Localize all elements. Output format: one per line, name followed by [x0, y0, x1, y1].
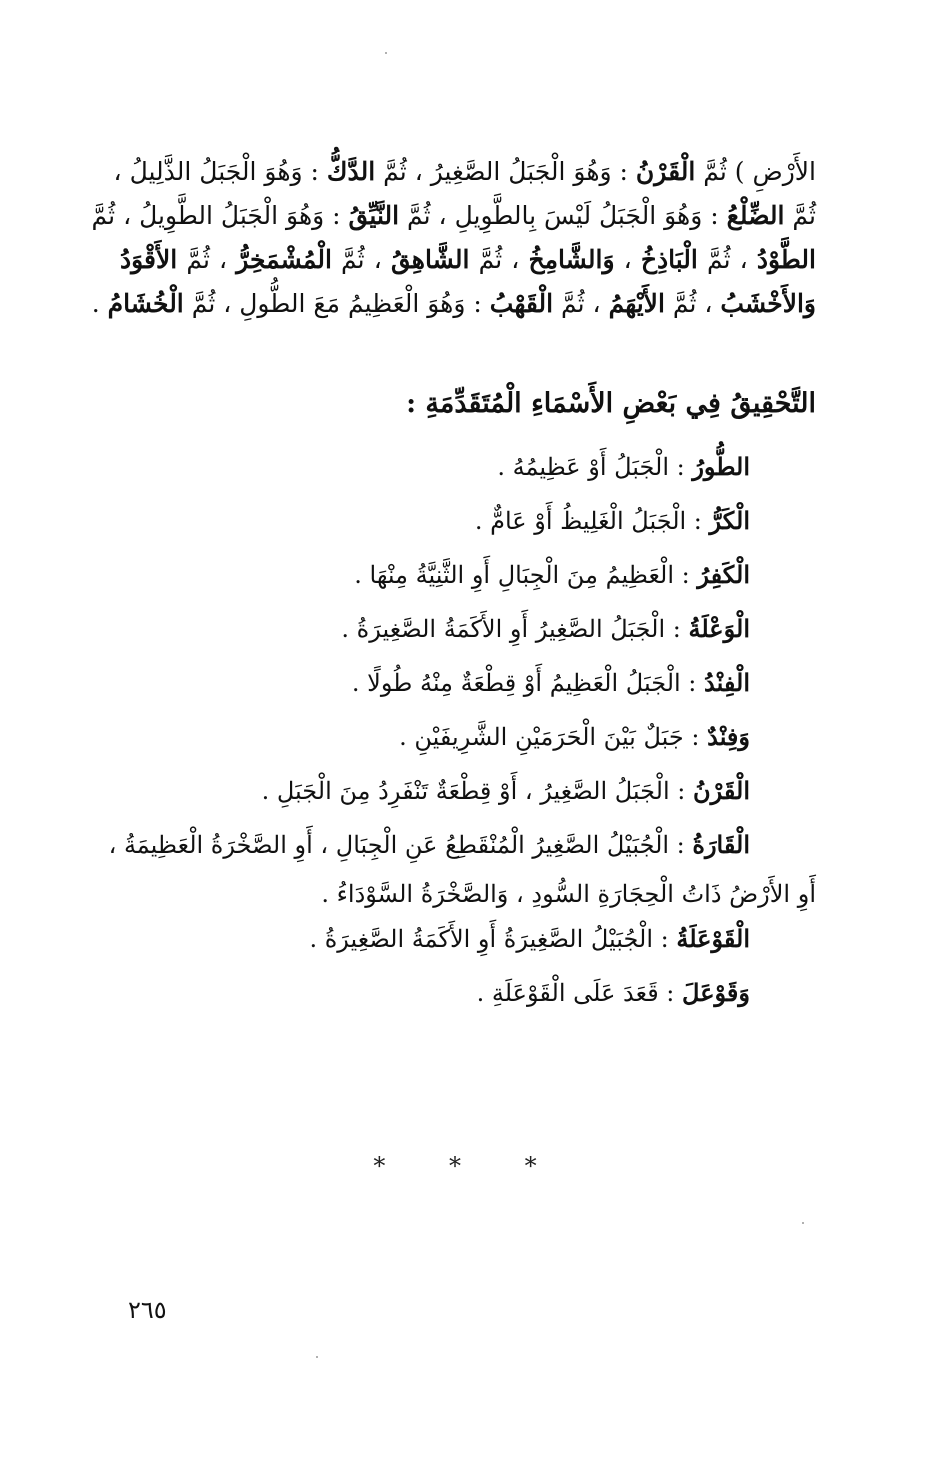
entry — [110, 494, 750, 548]
section-separator: * * * — [373, 1152, 565, 1180]
wrapped-entry — [108, 818, 816, 916]
intro-line — [113, 150, 816, 194]
entry-term: الْقَارَةُ — [692, 830, 750, 859]
tail-entries-list — [110, 912, 750, 1020]
entry-definition: : الْجَبَلُ الْعَظِيمُ أَوْ قِطْعَةٌ مِنْهُ طُولًا . — [351, 669, 705, 697]
intro-term: الْخُشَامُ — [107, 289, 184, 318]
entry-term: الْقَوْعَلَةُ — [676, 924, 750, 953]
intro-paragraph — [91, 150, 816, 326]
intro-line — [91, 194, 816, 238]
entry-term: الطُّورُ — [692, 452, 750, 481]
intro-text: ، — [614, 245, 641, 274]
intro-text: ، ثُمَّ — [553, 289, 609, 318]
intro-term: الطَّوْدُ — [756, 245, 816, 274]
entry — [110, 912, 750, 966]
intro-text: ثُمَّ — [784, 201, 816, 230]
intro-text: : وَهُوَ الْجَبَلُ الطَّوِيلُ ، ثُمَّ — [91, 201, 349, 230]
wrapped-entry-line: أَوِ الأَرْضُ ذَاتُ الْحِجَارَةِ السُّودِ ، وَالصَّخْرَةُ السَّوْدَاءُ . — [321, 880, 816, 908]
intro-line — [120, 238, 816, 282]
intro-text: : وَهُوَ الْجَبَلُ الذَّلِيلُ ، — [113, 157, 327, 186]
intro-text: ، ثُمَّ — [469, 245, 529, 274]
intro-term: وَالشَّامِخُ — [528, 245, 615, 274]
entry-term: الْقَرْنُ — [693, 776, 750, 805]
intro-term: الْقَرْنُ — [635, 157, 696, 186]
intro-term: الْقَهْبُ — [489, 289, 554, 318]
intro-text: الأَرْضِ ) ثُمَّ — [695, 157, 816, 186]
intro-term: الْبَاذِخُ — [640, 245, 698, 274]
intro-text: . — [91, 289, 108, 318]
page-number: ٢٦٥ — [128, 1296, 167, 1324]
intro-term: الْمُشْمَخِرُّ — [236, 245, 332, 274]
entry — [110, 656, 750, 710]
intro-text: ، ثُمَّ — [331, 245, 391, 274]
entry-term: وَقَوْعَلَ — [682, 978, 750, 1007]
intro-text: ، ثُمَّ — [177, 245, 237, 274]
entry-term: الْفِنْدُ — [704, 668, 750, 697]
intro-text: ، ثُمَّ — [697, 245, 757, 274]
entry-definition: : الْجُبَيْلُ الصَّغِيرُ الْمُنْقَطِعُ عَنِ الْجِبَالِ ، أَوِ الصَّخْرَةُ الْعَظِيمَةُ ، — [108, 831, 693, 859]
intro-line — [91, 282, 816, 326]
intro-term: الأَيْهَمُ — [608, 289, 665, 318]
entry-definition: : الْعَظِيمُ مِنَ الْجِبَالِ أَوِ الثَّنِيَّةُ مِنْهَا . — [354, 561, 698, 589]
entry-definition: : الْجَبَلُ الْغَلِيظُ أَوْ عَامٌّ . — [474, 507, 710, 535]
entry — [110, 548, 750, 602]
section-heading: التَّحْقِيقُ فِي بَعْضِ الأَسْمَاءِ الْمُتَقَدِّمَةِ : — [406, 388, 816, 419]
scan-speck — [385, 52, 387, 54]
intro-term: النَّيِّقُ — [348, 201, 400, 230]
entry — [110, 602, 750, 656]
intro-term: وَالأَخْشَبُ — [720, 289, 816, 318]
entry-term: الْوَعْلَةُ — [688, 614, 750, 643]
entry-term: الْكَرُّ — [709, 506, 750, 535]
entry — [110, 764, 750, 818]
wrapped-entry-line — [108, 818, 816, 872]
entry — [110, 710, 750, 764]
scan-speck — [316, 1356, 318, 1358]
entry-definition: : قَعَدَ عَلَى الْقَوْعَلَةِ . — [476, 979, 683, 1007]
entry — [110, 966, 750, 1020]
intro-text: : وَهُوَ الْعَظِيمُ مَعَ الطُّولِ ، ثُمَّ — [183, 289, 490, 318]
entries-list — [110, 440, 750, 818]
entry-definition: : جَبَلٌ بَيْنَ الْحَرَمَيْنِ الشَّرِيفَيْنِ . — [399, 723, 708, 751]
entry-definition: : الْجَبَلُ أَوْ عَظِيمُهُ . — [497, 453, 693, 481]
entry-definition: : الْجَبَلُ الصَّغِيرُ أَوِ الأَكَمَةُ الصَّغِيرَةُ . — [341, 615, 689, 643]
entry-definition: : الْجَبَلُ الصَّغِيرُ ، أَوْ قِطْعَةٌ تَنْفَرِدُ مِنَ الْجَبَلِ . — [261, 777, 693, 805]
scan-speck — [802, 1222, 804, 1224]
intro-text: : وَهُوَ الْجَبَلُ الصَّغِيرُ ، ثُمَّ — [375, 157, 636, 186]
intro-text: : وَهُوَ الْجَبَلُ لَيْسَ بِالطَّوِيلِ ، ثُمَّ — [399, 201, 727, 230]
intro-term: الدَّكُّ — [326, 157, 376, 186]
entry-term: وَفِنْدٌ — [707, 722, 750, 751]
entry — [110, 440, 750, 494]
intro-text: ، ثُمَّ — [664, 289, 721, 318]
entry-term: الْكَفِرُ — [697, 560, 750, 589]
entry-definition: : الْجُبَيْلُ الصَّغِيرَةُ أَوِ الأَكَمَةُ الصَّغِيرَةُ . — [309, 925, 677, 953]
intro-term: الأَقْوَدُ — [120, 245, 178, 274]
intro-term: الشَّاهِقُ — [390, 245, 470, 274]
intro-term: الضِّلْعُ — [726, 201, 785, 230]
